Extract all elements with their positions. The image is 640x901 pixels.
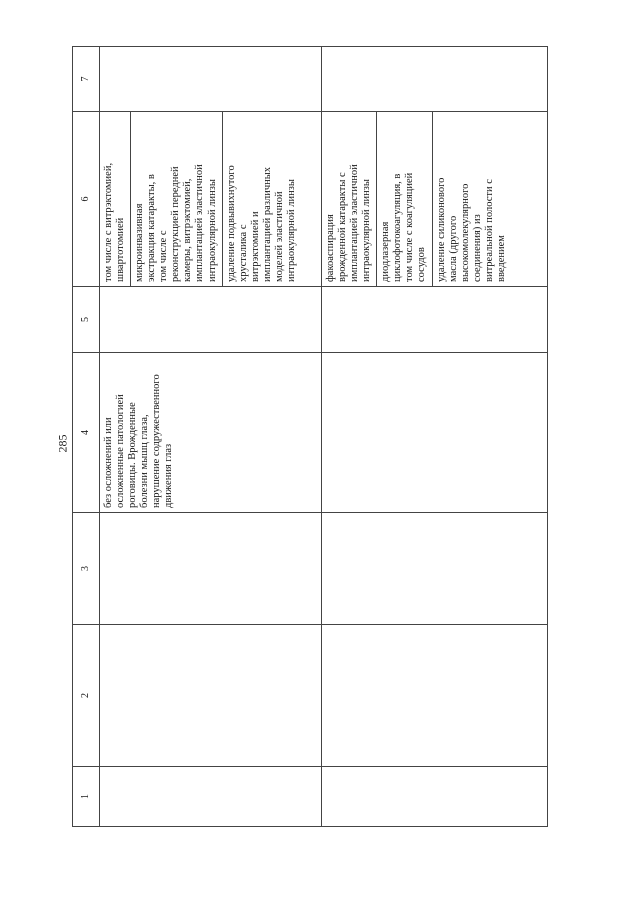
procedure-item: факоаспирация врожденной катаракты с имплантацией эластичной интраокулярной линзы [322,112,377,286]
cell-col-3 [322,513,548,625]
cell-col-6 [100,112,322,287]
diagnosis-text [322,353,328,512]
procedure-list [322,112,547,286]
cell-col-1 [322,767,548,827]
table-row [322,47,548,827]
cell-col-4 [100,353,322,513]
cell-col-2 [322,625,548,767]
rotated-table-wrapper [72,47,548,827]
cell-col-4 [322,353,548,513]
header-col-5: 5 [73,287,100,353]
cell-col-1 [100,767,322,827]
table-row [100,47,322,827]
header-col-6: 6 [73,112,100,287]
procedures-table [72,46,548,827]
cell-col-3 [100,513,322,625]
diagnosis-text: без осложнений или осложненные патологией роговицы. Врожденные болезни мышц глаза, нарушение содружественного движения глаз [103,374,175,508]
cell-col-5 [100,287,322,353]
cell-col-5 [322,287,548,353]
header-col-4: 4 [73,353,100,513]
page-number: 285 [55,434,70,453]
procedure-item: микроинвазивная экстракция катаракты, в том числе с реконструкцией передней камеры, витрэктомией, имплантацией эластичной интраокулярной линзы [131,112,222,286]
procedure-list [100,112,321,286]
procedure-item: удаление силиконового масла (другого высокомолекулярного соединения) из витреальной полости с введением [435,177,507,282]
procedure-item: диодлазерная циклофотокоагуляция, в том числе с коагуляцией сосудов [377,112,432,286]
header-col-7: 7 [73,47,100,112]
header-row [73,47,100,827]
header-col-2: 2 [73,625,100,767]
procedure-item: удаление подвывихнутого хрусталика с витрэктомией и имплантацией различных моделей эластичной интраокулярной линзы [225,165,297,282]
cell-col-2 [100,625,322,767]
procedure-item: том числе с витрэктомией, швартотомией [100,112,131,286]
cell-col-6 [322,112,548,287]
header-col-1: 1 [73,767,100,827]
header-col-3: 3 [73,513,100,625]
cell-col-7 [322,47,548,112]
cell-col-7 [100,47,322,112]
